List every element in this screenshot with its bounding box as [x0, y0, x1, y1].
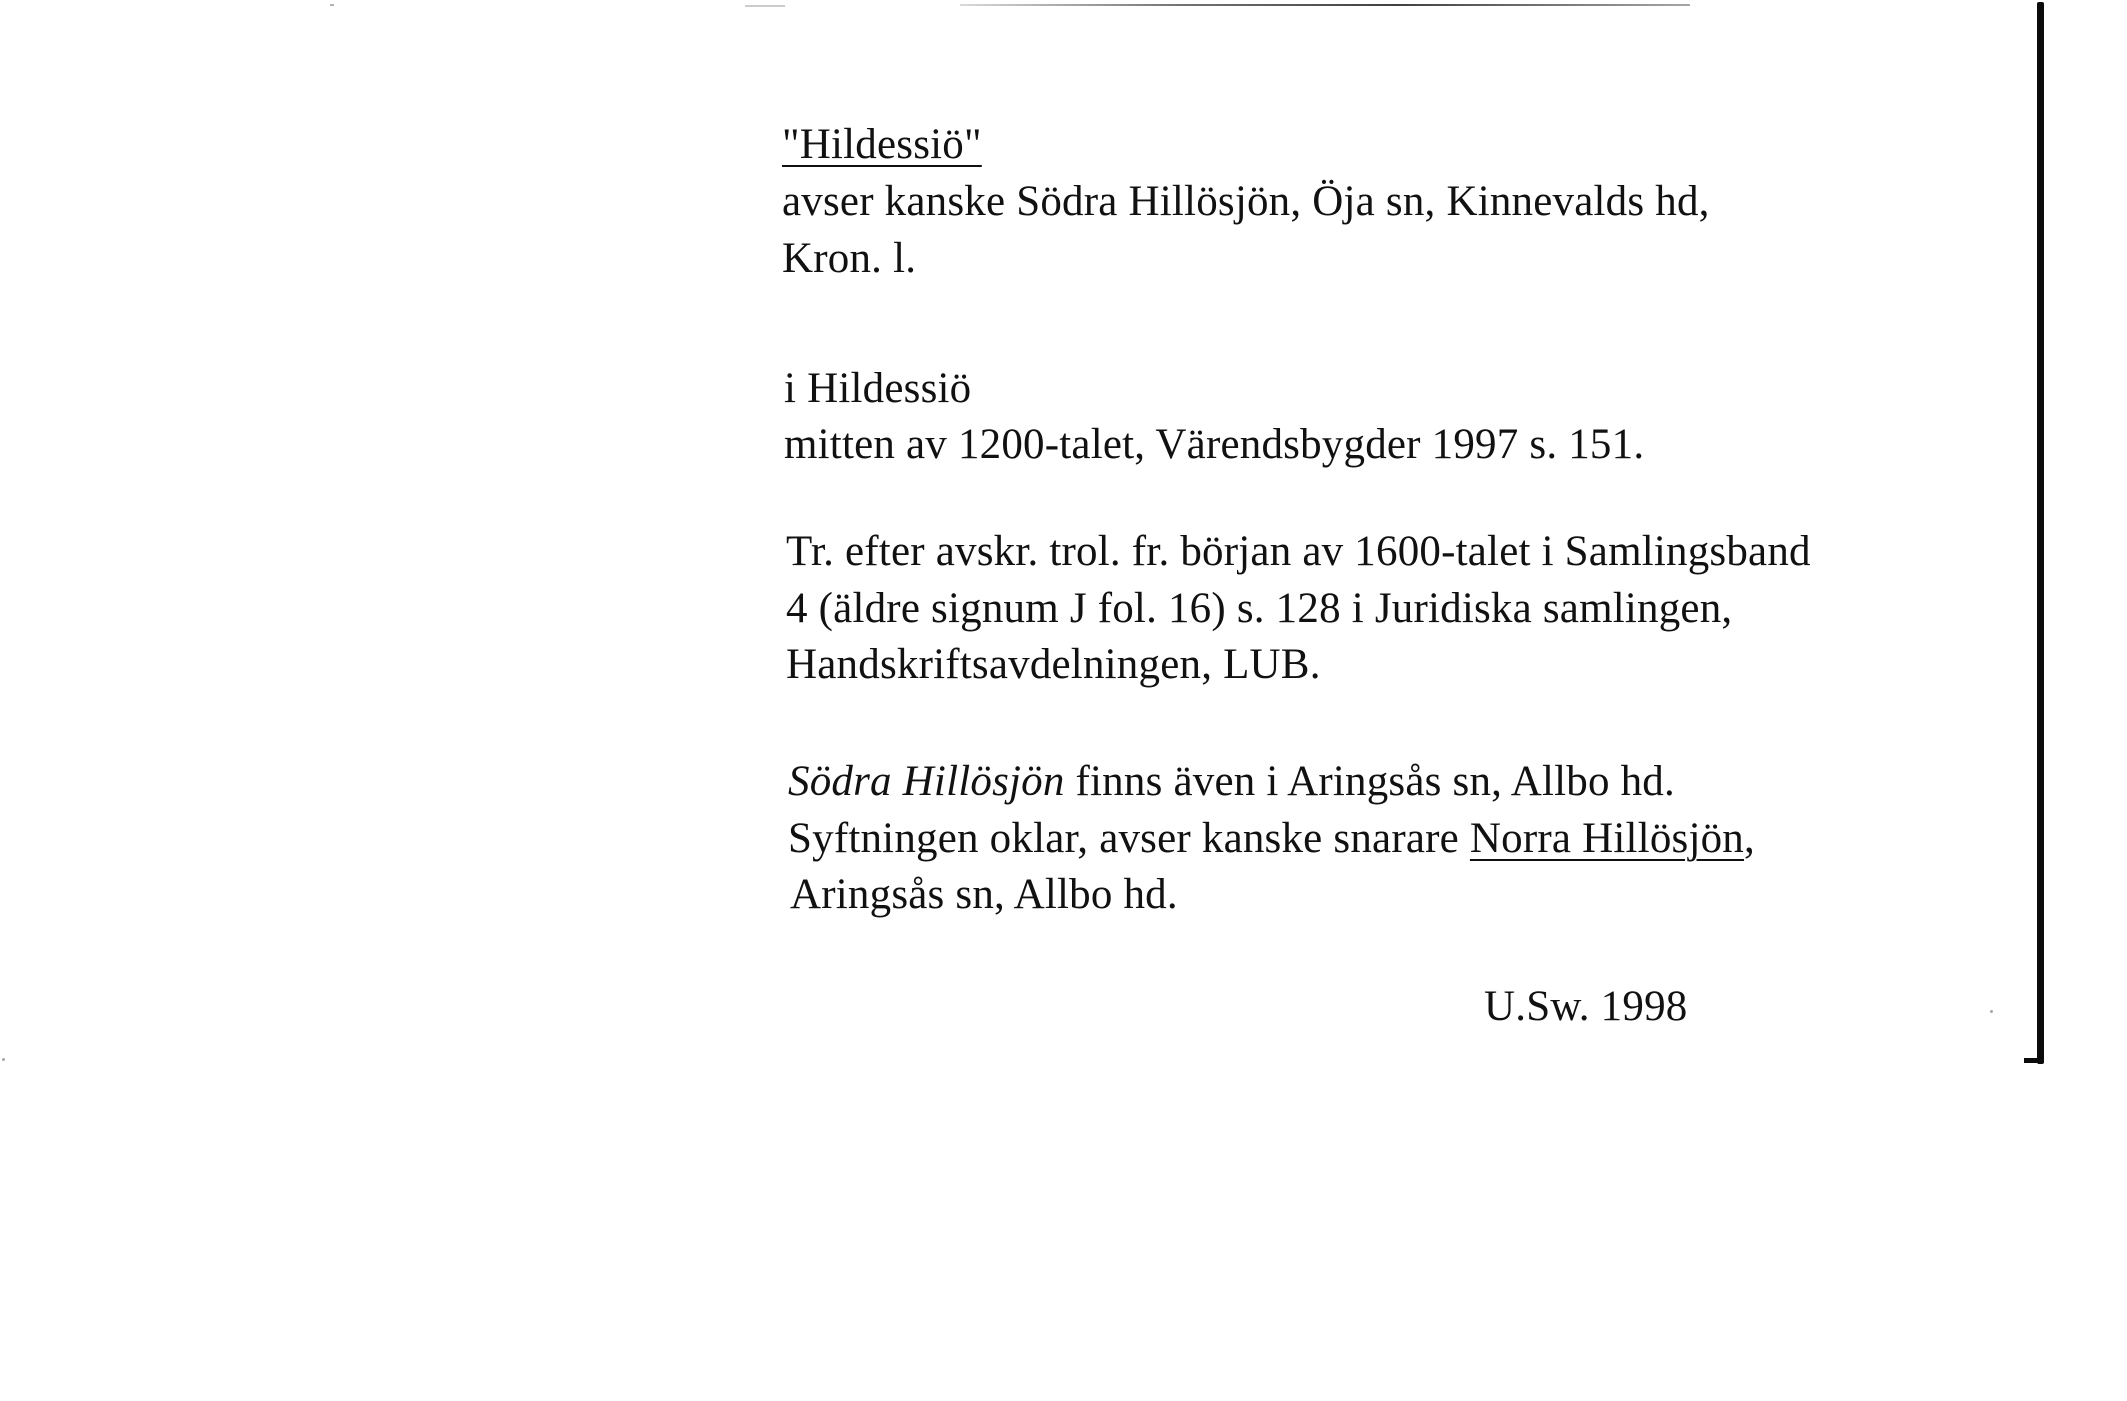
scan-artifact: [745, 5, 785, 7]
card-corner-edge: [2024, 1058, 2044, 1063]
card-right-edge: [2037, 2, 2044, 1064]
text-line: avser kanske Södra Hillösjön, Öja sn, Kinnevalds hd,: [782, 178, 1710, 225]
text-line: Tr. efter avskr. trol. fr. början av 1600-talet i Samlingsband: [786, 528, 1811, 575]
card-heading: "Hildessiö": [782, 121, 982, 168]
underlined-place-name: Norra Hillösjön: [1469, 815, 1745, 862]
text-span: finns även i Aringsås sn, Allbo hd.: [1064, 758, 1675, 805]
scan-speck: [1990, 1010, 1993, 1013]
text-line: 4 (äldre signum J fol. 16) s. 128 i Juridiska samlingen,: [786, 585, 1733, 632]
text-line: [788, 755, 1675, 809]
text-line: Aringsås sn, Allbo hd.: [790, 871, 1178, 918]
text-line: [788, 812, 1755, 866]
scan-top-edge: [960, 4, 1690, 6]
text-line: Kron. l.: [782, 235, 917, 282]
italic-place-name: Södra Hillösjön: [788, 758, 1065, 805]
text-line: i Hildessiö: [784, 365, 972, 412]
signature: U.Sw. 1998: [1484, 983, 1688, 1030]
scan-artifact: [330, 4, 334, 6]
text-span: ,: [1744, 815, 1755, 862]
text-span: Syftningen oklar, avser kanske snarare: [788, 815, 1470, 862]
scan-speck: [2, 1058, 5, 1061]
text-line: Handskriftsavdelningen, LUB.: [786, 641, 1321, 688]
text-line: mitten av 1200-talet, Värendsbygder 1997 s. 151.: [784, 421, 1645, 468]
